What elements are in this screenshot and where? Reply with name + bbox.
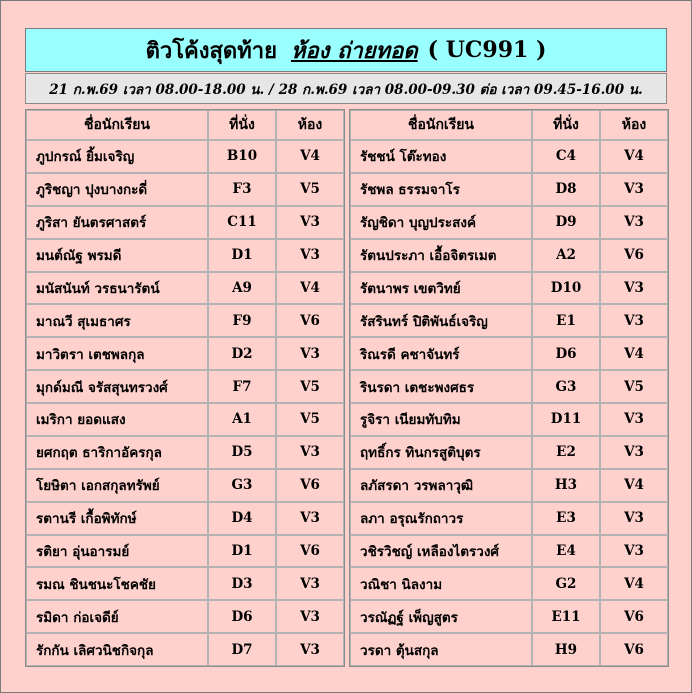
student-name: มาณวี สุเมธาศร <box>26 304 208 337</box>
student-name: มนต์ณัฐ พรมดี <box>26 239 208 272</box>
table-row <box>350 337 668 370</box>
seat-number: C4 <box>532 140 600 173</box>
seat-number: A9 <box>208 272 276 305</box>
seat-number: E11 <box>532 600 600 633</box>
room-code: V3 <box>600 403 668 436</box>
room-code: V4 <box>600 567 668 600</box>
student-name: มุกด์มณี จรัสสุนทรวงศ์ <box>26 370 208 403</box>
roster-table-right <box>349 109 669 667</box>
student-name: รักกัน เลิศวนิชกิจกุล <box>26 633 208 666</box>
student-name: มนัสนันท์ วรธนารัตน์ <box>26 272 208 305</box>
seat-number: A2 <box>532 239 600 272</box>
room-code: V6 <box>276 535 344 568</box>
table-row <box>350 535 668 568</box>
seat-number: B10 <box>208 140 276 173</box>
title-code: ( UC991 ) <box>427 37 547 63</box>
student-name: ลภา อรุณรักถาวร <box>350 502 532 535</box>
student-name: ยศกฤต ธาริกาอัครกุล <box>26 436 208 469</box>
table-row <box>26 633 344 666</box>
table-row <box>350 370 668 403</box>
seat-number: F3 <box>208 173 276 206</box>
table-row <box>26 272 344 305</box>
room-code: V3 <box>600 304 668 337</box>
seat-number: D8 <box>532 173 600 206</box>
seat-number: G3 <box>532 370 600 403</box>
table-row <box>26 304 344 337</box>
header-name: ชื่อนักเรียน <box>26 110 208 140</box>
header-row <box>26 110 344 140</box>
student-name: ฤทธิ์กร ทินกรสูติบุตร <box>350 436 532 469</box>
room-code: V5 <box>276 403 344 436</box>
room-code: V4 <box>276 140 344 173</box>
table-row <box>350 239 668 272</box>
table-row <box>350 600 668 633</box>
student-name: วชิรวิชญ์ เหลืองไตรวงศ์ <box>350 535 532 568</box>
header-seat: ที่นั่ง <box>532 110 600 140</box>
room-code: V3 <box>276 436 344 469</box>
title-main: ติวโค้งสุดท้าย <box>145 37 277 64</box>
table-row <box>26 403 344 436</box>
table-row <box>26 469 344 502</box>
table-row <box>350 304 668 337</box>
room-code: V3 <box>276 502 344 535</box>
student-name: รัสรินทร์ ปิติพันธ์เจริญ <box>350 304 532 337</box>
header-row <box>350 110 668 140</box>
student-name: ริณรดี คชาจันทร์ <box>350 337 532 370</box>
room-code: V6 <box>600 633 668 666</box>
table-row <box>350 633 668 666</box>
seat-number: H3 <box>532 469 600 502</box>
student-name: วณิชา นิลงาม <box>350 567 532 600</box>
room-code: V4 <box>276 272 344 305</box>
room-code: V3 <box>276 600 344 633</box>
table-row <box>26 436 344 469</box>
student-name: โยษิตา เอกสกุลทรัพย์ <box>26 469 208 502</box>
table-row <box>26 239 344 272</box>
student-name: เมริกา ยอดแสง <box>26 403 208 436</box>
student-name: วรดา ตุ้นสกุล <box>350 633 532 666</box>
table-row <box>350 403 668 436</box>
student-name: รัตนประภา เอื้อจิตรเมต <box>350 239 532 272</box>
seat-number: D11 <box>532 403 600 436</box>
table-row <box>350 272 668 305</box>
table-row <box>26 567 344 600</box>
table-row <box>350 173 668 206</box>
room-code: V6 <box>276 469 344 502</box>
seat-number: D4 <box>208 502 276 535</box>
student-name: รมิดา ก่อเจดีย์ <box>26 600 208 633</box>
student-name: รินรดา เตชะพงศธร <box>350 370 532 403</box>
seat-number: D5 <box>208 436 276 469</box>
table-row <box>26 337 344 370</box>
room-code: V6 <box>600 239 668 272</box>
seat-number: D10 <box>532 272 600 305</box>
room-code: V4 <box>600 140 668 173</box>
table-row <box>350 469 668 502</box>
header-name: ชื่อนักเรียน <box>350 110 532 140</box>
schedule-subtitle: 21 ก.พ.69 เวลา 08.00-18.00 น. / 28 ก.พ.69 เวลา 08.00-09.30 ต่อ เวลา 09.45-16.00 น. <box>25 73 667 104</box>
seat-number: D3 <box>208 567 276 600</box>
table-row <box>350 436 668 469</box>
table-row <box>26 502 344 535</box>
student-name: รติยา อุ่นอารมย์ <box>26 535 208 568</box>
page-title <box>25 28 667 72</box>
room-code: V5 <box>276 370 344 403</box>
room-code: V6 <box>276 304 344 337</box>
table-row <box>26 206 344 239</box>
room-code: V3 <box>600 535 668 568</box>
room-code: V3 <box>600 173 668 206</box>
table-row <box>26 173 344 206</box>
room-code: V3 <box>276 206 344 239</box>
room-code: V3 <box>600 272 668 305</box>
header-room: ห้อง <box>276 110 344 140</box>
table-row <box>350 140 668 173</box>
seat-number: G3 <box>208 469 276 502</box>
table-row <box>26 140 344 173</box>
student-name: รูจิรา เนียมทับทิม <box>350 403 532 436</box>
student-name: รมณ ชินชนะโชคชัย <box>26 567 208 600</box>
header-seat: ที่นั่ง <box>208 110 276 140</box>
seat-number: C11 <box>208 206 276 239</box>
room-code: V3 <box>276 633 344 666</box>
seat-number: E3 <box>532 502 600 535</box>
seat-number: A1 <box>208 403 276 436</box>
room-code: V4 <box>600 469 668 502</box>
student-name: ภูริสา ยันตรศาสตร์ <box>26 206 208 239</box>
room-code: V3 <box>600 502 668 535</box>
seat-number: G2 <box>532 567 600 600</box>
room-code: V5 <box>276 173 344 206</box>
student-name: รัตนาพร เขตวิทย์ <box>350 272 532 305</box>
student-name: รัชชน์ โต๊ะทอง <box>350 140 532 173</box>
seat-number: F9 <box>208 304 276 337</box>
seat-number: D7 <box>208 633 276 666</box>
table-row <box>26 370 344 403</box>
room-code: V4 <box>600 337 668 370</box>
seat-number: F7 <box>208 370 276 403</box>
seat-number: E4 <box>532 535 600 568</box>
student-name: วรณัฏฐ์ เพ็ญสูตร <box>350 600 532 633</box>
header-room: ห้อง <box>600 110 668 140</box>
room-code: V3 <box>276 337 344 370</box>
table-row <box>26 535 344 568</box>
seat-number: E1 <box>532 304 600 337</box>
table-row <box>350 502 668 535</box>
room-code: V3 <box>276 239 344 272</box>
room-code: V3 <box>600 436 668 469</box>
seat-number: E2 <box>532 436 600 469</box>
table-row <box>26 600 344 633</box>
seat-number: D2 <box>208 337 276 370</box>
seat-number: D6 <box>208 600 276 633</box>
student-name: รัญชิดา บุญประสงค์ <box>350 206 532 239</box>
student-name: ภูริชญา ปุงบางกะดี่ <box>26 173 208 206</box>
student-name: ภูปกรณ์ ยิ้มเจริญ <box>26 140 208 173</box>
student-name: มาวิตรา เตชพลกุล <box>26 337 208 370</box>
room-code: V3 <box>276 567 344 600</box>
seat-number: H9 <box>532 633 600 666</box>
student-name: รัชพล ธรรมจาโร <box>350 173 532 206</box>
table-row <box>350 206 668 239</box>
room-code: V5 <box>600 370 668 403</box>
table-row <box>350 567 668 600</box>
room-code: V6 <box>600 600 668 633</box>
student-name: ลภัสรดา วรพลาวุฒิ <box>350 469 532 502</box>
seat-number: D6 <box>532 337 600 370</box>
room-code: V3 <box>600 206 668 239</box>
seat-number: D9 <box>532 206 600 239</box>
seat-number: D1 <box>208 239 276 272</box>
roster-table-left <box>25 109 345 667</box>
seat-number: D1 <box>208 535 276 568</box>
title-room: ห้อง ถ่ายทอด <box>290 37 418 64</box>
student-name: รตานรี เกื้อพิทักษ์ <box>26 502 208 535</box>
